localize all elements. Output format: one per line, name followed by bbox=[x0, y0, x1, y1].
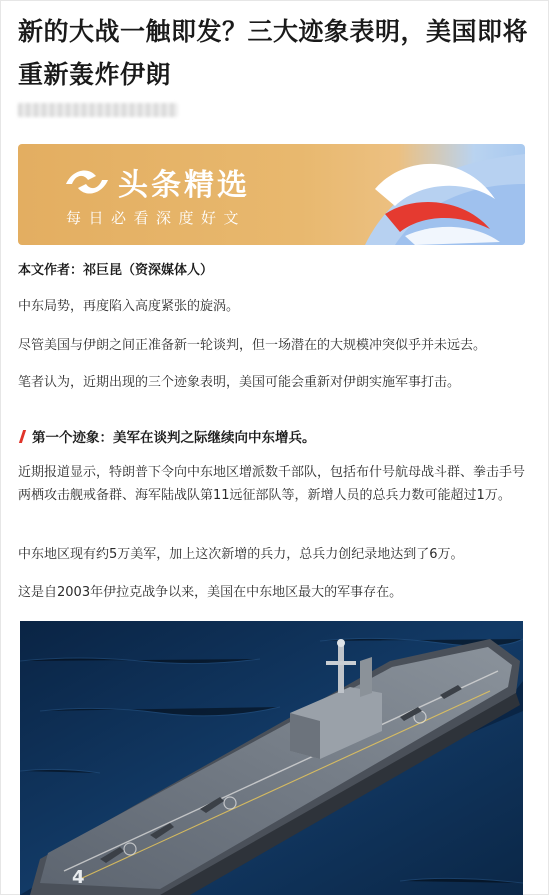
toutiao-logo-icon bbox=[62, 162, 112, 202]
section-heading-text: 第一个迹象：美军在谈判之际继续向中东增兵。 bbox=[32, 430, 316, 446]
blurred-byline bbox=[18, 103, 178, 117]
hull-number: 4 bbox=[72, 867, 85, 888]
amphibious-assault-ship-photo[interactable] bbox=[20, 621, 523, 895]
banner-slogan: 每日必看深度好文 bbox=[66, 209, 247, 227]
section-paragraph-2: 中东地区现有约5万美军，加上这次新增的兵力，总兵力创纪录地达到了6万。 bbox=[18, 547, 464, 562]
banner-title: 头条精选 bbox=[118, 168, 250, 203]
section-marker-icon bbox=[19, 430, 26, 443]
section-heading bbox=[18, 427, 528, 449]
paragraph-3: 笔者认为，近期出现的三个迹象表明，美国可能会重新对伊朗实施军事打击。 bbox=[18, 375, 461, 390]
author-line: 本文作者：祁巨昆（资深媒体人） bbox=[18, 263, 214, 278]
paragraph-2: 尽管美国与伊朗之间正准备新一轮谈判，但一场潜在的大规模冲突似乎并未远去。 bbox=[18, 338, 487, 353]
banner-wave-art bbox=[325, 144, 525, 245]
section-paragraph-3: 这是自2003年伊拉克战争以来，美国在中东地区最大的军事存在。 bbox=[18, 585, 403, 600]
section-paragraph-1: 近期报道显示，特朗普下令向中东地区增派数千部队，包括布什号航母战斗群、拳击手号两栖攻击舰戒备群、海军陆战队第11远征部队等，新增人员的总兵力数可能超过1万。 bbox=[18, 465, 526, 503]
article-title: 新的大战一触即发？三大迹象表明，美国即将重新轰炸伊朗 bbox=[18, 17, 529, 89]
toutiao-banner[interactable] bbox=[18, 144, 525, 245]
paragraph-1: 中东局势，再度陷入高度紧张的旋涡。 bbox=[18, 299, 240, 314]
ship-illustration bbox=[20, 621, 523, 895]
